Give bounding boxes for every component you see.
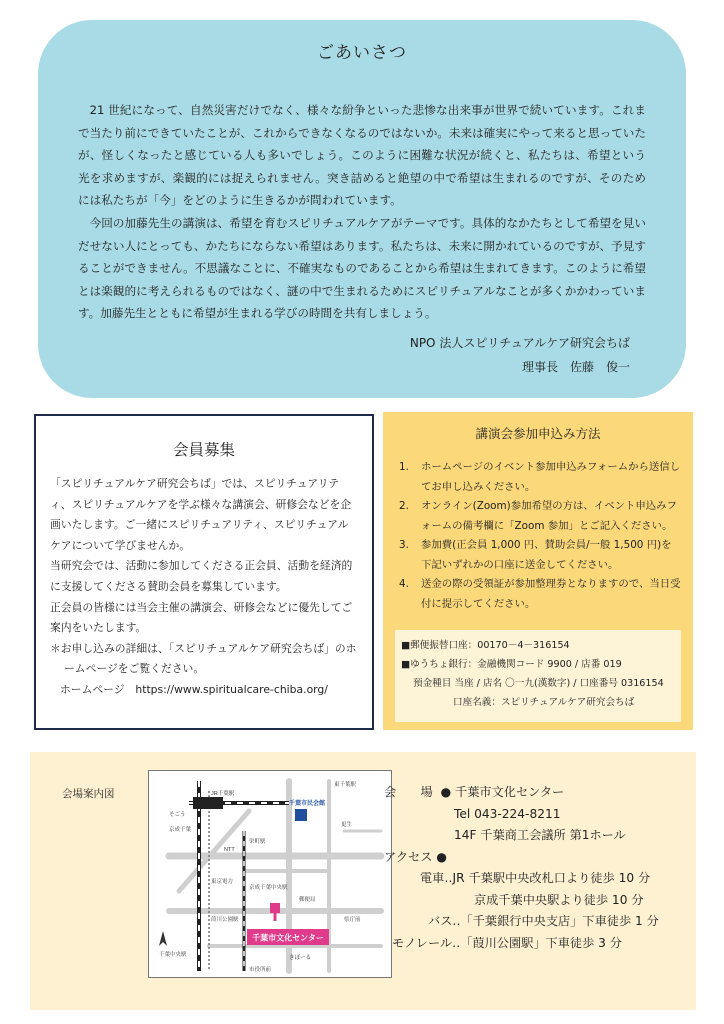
- map-label: 栄町駅: [249, 839, 266, 845]
- member-paragraph-3: 正会員の皆様には当会主催の講演会、研修会などに優先してご案内をいたします。: [50, 600, 353, 635]
- access-train-2: 京成千葉中央駅より徒歩 10 分: [474, 892, 644, 907]
- venue-section: [30, 752, 696, 1010]
- map-label: NTT: [224, 847, 235, 853]
- member-note: ＊お申し込みの詳細は、「スピリチュアルケア研究会ちば」のホームページをご覧ください。: [50, 641, 357, 676]
- venue-map: [148, 770, 392, 978]
- map-label: 東千葉駅: [334, 782, 357, 788]
- bank-account-box: [395, 630, 681, 722]
- greeting-title: ごあいさつ: [317, 43, 407, 63]
- access-bus: バス‥「千葉銀行中央支店」下車徒歩 1 分: [428, 914, 659, 928]
- place-name: ● 千葉市文化センター: [440, 785, 565, 799]
- account-holder: 口座名義：スピリチュアルケア研究会ちば: [453, 697, 635, 708]
- organization-name: NPO 法人スピリチュアルケア研究会ちば: [409, 336, 630, 350]
- greeting-paragraph-2: 今回の加藤先生の講演は、希望を育むスピリチュアルケアがテーマです。具体的なかたちとして希望を見いだせない人にとっても、かたちにならない希望はあります。私たちは、未来に開かれているのですが、予見することができません。不思議なことに、不確実なものであることから希望は生まれてきます。このように希望とは楽観的に考えられるものではなく、謎の中で生まれるためにスピリチュアルなことが多くかかわっています。加藤先生とともに希望が生まれる学びの時間を共有しましょう。: [78, 215, 647, 321]
- greeting-paragraph-1: 21 世紀になって、自然災害だけでなく、様々な紛争といった悲惨な出来事が世界で続いています。これまで当たり前にできていたことが、これからできなくなるのではないか。未来は確実にやって来ると思っていたが、怪しくなったと感じている人も多いでしょう。このように困難な状況が続くと、私たちは、希望という光を求めますが、楽観的には捉えられません。突き詰めると絶望の中で希望は生まれるのですが、そのためには私たちが「今」をどのように生きるかが問われています。: [78, 103, 646, 208]
- access-monorail: モノレール‥「葭川公園駅」下車徒歩 3 分: [392, 935, 622, 950]
- application-step: 1. ホームページのイベント参加申込みフォームから送信してお申し込みください。: [399, 461, 681, 493]
- map-label: きぼーる: [289, 955, 312, 961]
- member-paragraph-1: 「スピリチュアルケア研究会ちば」では、スピリチュアリティ、スピリチュアルケアを学ぶ様々な講演会、研修会などを企画いたします。ご一緒にスピリチュアリティ、スピリチュアルケアについて学びませんか。: [50, 477, 352, 552]
- member-paragraph-2: 当研究会では、活動に参加してくださる正会員、活動を経済的に支援してくださる賛助会員を募集しています。: [50, 559, 353, 593]
- venue-floor: 14F 千葉商工会議所 第1ホール: [454, 828, 626, 842]
- homepage-link[interactable]: ホームページ https://www.spiritualcare-chiba.org/: [60, 682, 328, 696]
- application-step: 3. 参加費(正会員 1,000 円、賛助会員/一般 1,500 円)を下記いずれかの口座に送金してください。: [399, 539, 672, 571]
- venue-info: [384, 782, 659, 954]
- map-label: 県庁前: [344, 917, 361, 923]
- place-row: 会 場 ● 千葉市文化センター: [384, 785, 565, 799]
- access-label: アクセス ●: [384, 849, 447, 864]
- map-label: 東京電力: [211, 879, 234, 885]
- map-label: 千葉中央駅: [159, 952, 187, 958]
- application-step: 2. オンライン(Zoom)参加希望の方は、イベント申込みフォームの備考欄に「Zoom 参加」とご記入ください。: [399, 500, 677, 532]
- map-label: 更生: [341, 822, 353, 828]
- north-arrow-icon: [159, 931, 167, 946]
- map-label: 郵便局: [299, 897, 316, 903]
- bank-account: ■ゆうちょ銀行：金融機関コード 9900 / 店番 019: [401, 659, 622, 670]
- application-step: 4. 送金の際の受領証が参加整理券となりますので、当日受付に提示してください。: [399, 578, 681, 610]
- member-recruitment-box: [34, 414, 374, 730]
- application-title: 講演会参加申込み方法: [475, 426, 601, 441]
- map-label: 市役所前: [249, 967, 272, 973]
- representative-name: 理事長 佐藤 俊一: [521, 360, 630, 374]
- jr-chiba-station-mark: [193, 797, 223, 809]
- venue-tel: Tel 043-224-8211: [454, 806, 561, 821]
- map-label: 千葉市民会館: [289, 801, 326, 807]
- shimin-kaikan-mark: [295, 809, 307, 821]
- access-train-1: 電車‥JR 千葉駅中央改札口より徒歩 10 分: [420, 871, 651, 885]
- map-title: 会場案内図: [62, 788, 115, 800]
- venue-building: [270, 903, 280, 913]
- member-title: 会員募集: [172, 441, 235, 459]
- account-type: 預金種目 当座 / 店名 〇一九(漢数字) / 口座番号 0316154: [413, 678, 664, 689]
- application-box: [383, 412, 693, 730]
- greeting-section: [38, 20, 686, 398]
- map-label: JR千葉駅: [211, 791, 235, 797]
- map-label: そごう: [169, 812, 186, 818]
- map-venue-label: 千葉市文化センター: [252, 933, 324, 943]
- postal-account: ■郵便振替口座：00170－4－316154: [401, 640, 570, 651]
- map-label: 葭川公園駅: [211, 917, 239, 923]
- application-steps: [395, 458, 681, 614]
- map-label: 京成千葉中央駅: [249, 885, 288, 891]
- map-label: 京成千葉: [169, 827, 192, 833]
